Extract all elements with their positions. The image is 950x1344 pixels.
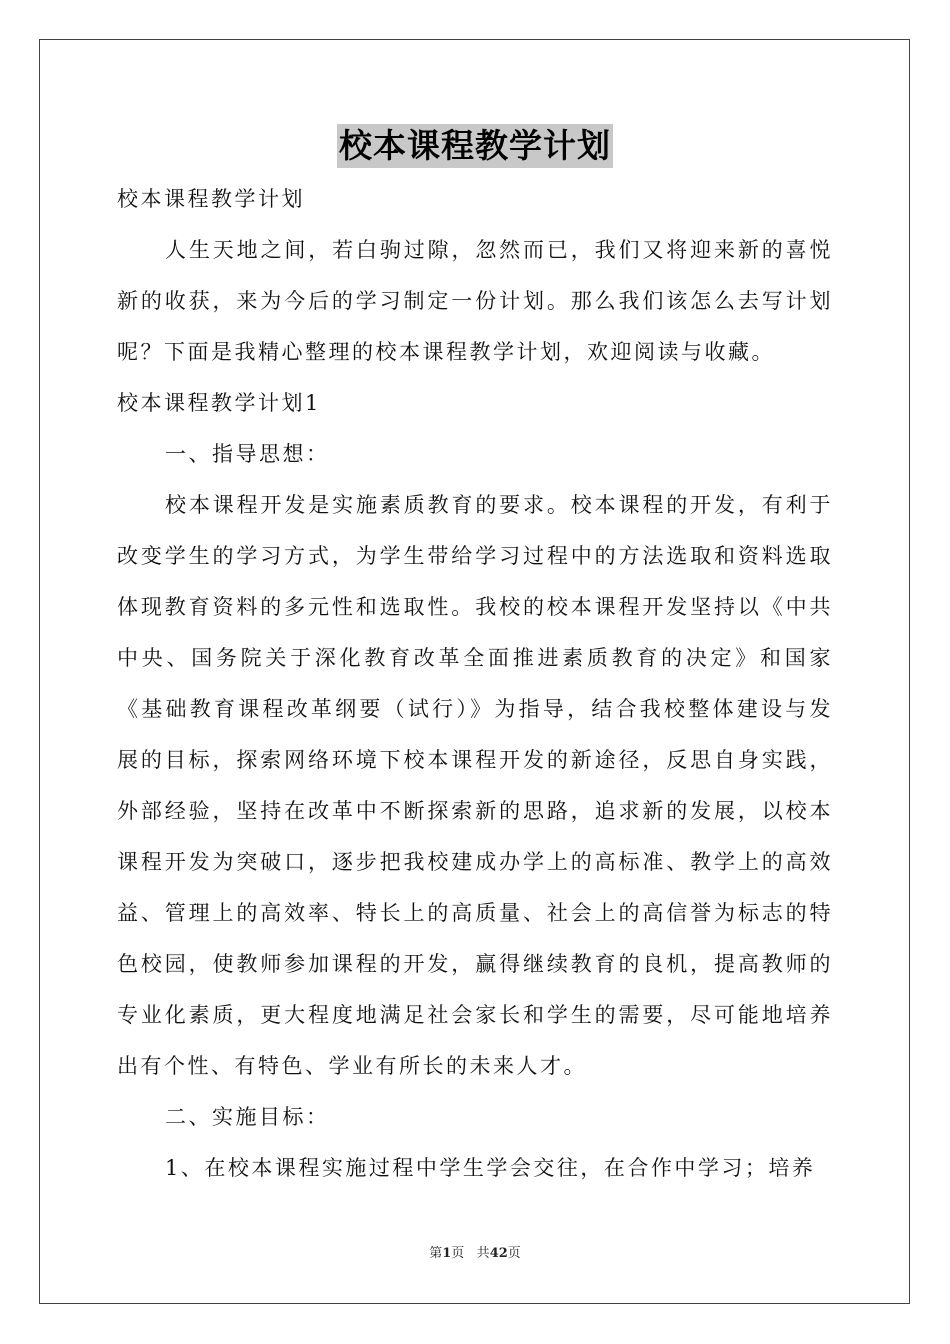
document-body [117,174,833,1194]
page-current: 1 [442,1246,452,1261]
total-prefix: 共 [476,1246,490,1261]
goal-item-1: 1、在校本课程实施过程中学生学会交往，在合作中学习；培养 [165,1156,816,1180]
goals-heading: 二、实施目标： [165,1105,330,1129]
page-prefix: 第 [429,1246,443,1261]
subtitle-line: 校本课程教学计划 [117,187,305,211]
total-suffix: 页 [507,1246,521,1261]
guiding-thought-heading: 一、指导思想： [165,442,330,466]
page-footer [0,1242,950,1261]
title-container [0,124,950,168]
intro-paragraph: 人生天地之间，若白驹过隙，忽然而已，我们又将迎来新的喜悦新的收获，来为今后的学习制定一份计划。那么我们该怎么去写计划呢？下面是我精心整理的校本课程教学计划，欢迎阅读与收藏。 [117,238,833,364]
page-suffix: 页 [451,1246,465,1261]
page-total: 42 [489,1246,508,1261]
document-title: 校本课程教学计划 [337,124,613,168]
section-heading: 校本课程教学计划1 [117,391,321,415]
guiding-thought-paragraph: 校本课程开发是实施素质教育的要求。校本课程的开发，有利于改变学生的学习方式，为学生带给学习过程中的方法选取和资料选取体现教育资料的多元性和选取性。我校的校本课程开发坚持以《中共中央、国务院关于深化教育改革全面推进素质教育的决定》和国家《基础教育课程改革纲要（试行）》为指导，结合我校整体建设与发展的目标，探索网络环境下校本课程开发的新途径，反思自身实践，外部经验，坚持在改革中不断探索新的思路，追求新的发展，以校本课程开发为突破口，逐步把我校建成办学上的高标准、教学上的高效益、管理上的高效率、特长上的高质量、社会上的高信誉为标志的特色校园，使教师参加课程的开发，赢得继续教育的良机，提高教师的专业化素质，更大程度地满足社会家长和学生的需要，尽可能地培养出有个性、有特色、学业有所长的未来人才。 [117,493,833,1078]
